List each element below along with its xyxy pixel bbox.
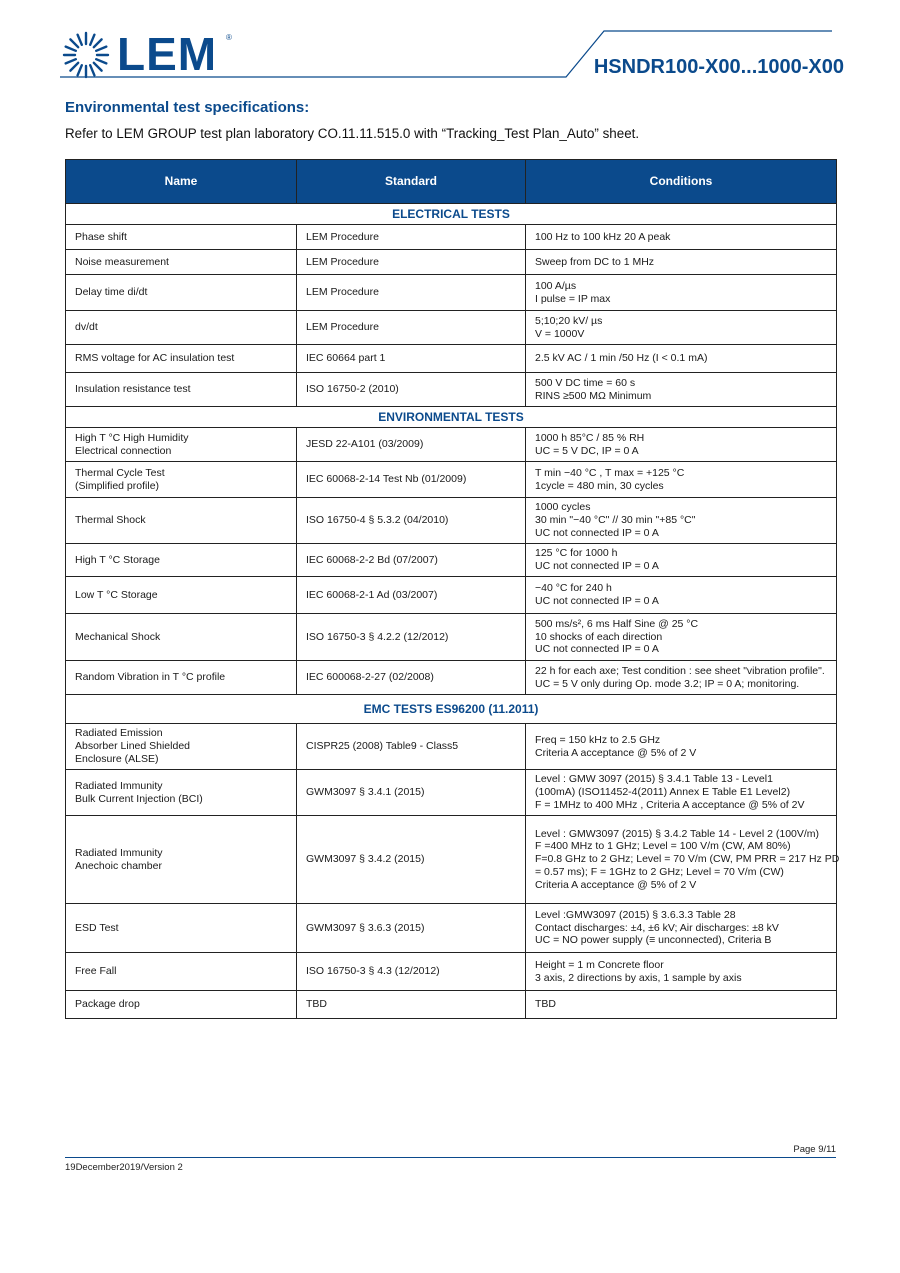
table-row	[66, 428, 837, 462]
cell-name	[66, 991, 297, 1019]
name-line: Thermal Shock	[75, 514, 146, 527]
sunburst-ray	[66, 59, 76, 63]
condition-line: F=0.8 GHz to 2 GHz; Level = 70 V/m (CW, PM PRR = 217 Hz PD	[535, 853, 840, 866]
name-line: ESD Test	[75, 921, 119, 934]
cell-conditions	[526, 462, 837, 498]
sunburst-ray	[96, 47, 106, 51]
condition-line: UC = 5 V only during Op. mode 3.2; IP = 0 A; monitoring.	[535, 677, 800, 690]
cell-name	[66, 428, 297, 462]
cell-conditions	[526, 991, 837, 1019]
table-row	[66, 724, 837, 770]
cell-conditions	[526, 661, 837, 695]
name-line: RMS voltage for AC insulation test	[75, 352, 235, 365]
cell-name	[66, 816, 297, 904]
cell-name	[66, 275, 297, 311]
condition-line: 500 V DC time = 60 s	[535, 376, 636, 389]
cell-conditions	[526, 498, 837, 544]
table-body	[66, 204, 840, 1019]
condition-line: Contact discharges: ±4, ±6 kV; Air discharges: ±8 kV	[535, 921, 779, 934]
condition-line: TBD	[535, 998, 556, 1011]
condition-line: Criteria A acceptance @ 5% of 2 V	[535, 878, 697, 891]
name-line: Radiated Immunity	[75, 779, 163, 792]
condition-line: Sweep from DC to 1 MHz	[535, 255, 655, 268]
condition-line: Criteria A acceptance @ 5% of 2 V	[535, 746, 697, 759]
name-line: Low T °C Storage	[75, 588, 158, 601]
cell-standard: IEC 60664 part 1	[297, 345, 526, 373]
table-row	[66, 275, 837, 311]
cell-conditions	[526, 577, 837, 614]
cell-name	[66, 577, 297, 614]
registered-mark: ®	[226, 33, 232, 42]
cell-conditions	[526, 428, 837, 462]
cell-standard: ISO 16750-3 § 4.3 (12/2012)	[297, 953, 526, 991]
cell-conditions	[526, 770, 837, 816]
table-row	[66, 225, 837, 250]
condition-line: UC not connected IP = 0 A	[535, 526, 659, 539]
section-row	[66, 407, 837, 428]
sunburst-ray	[94, 63, 102, 71]
cell-conditions	[526, 225, 837, 250]
cell-name	[66, 373, 297, 407]
cell-conditions	[526, 544, 837, 577]
cell-conditions	[526, 953, 837, 991]
section-row	[66, 204, 837, 225]
cell-conditions	[526, 373, 837, 407]
name-line: Thermal Cycle Test	[75, 466, 165, 479]
condition-line: 5;10;20 kV/ µs	[535, 314, 603, 327]
cell-standard: ISO 16750-4 § 5.3.2 (04/2010)	[297, 498, 526, 544]
cell-conditions	[526, 724, 837, 770]
name-line: Noise measurement	[75, 255, 169, 268]
section-heading: ELECTRICAL TESTS	[66, 204, 837, 225]
cell-name	[66, 311, 297, 345]
table-row	[66, 816, 837, 904]
sunburst-ray	[66, 47, 76, 51]
condition-line: Freq = 150 kHz to 2.5 GHz	[535, 733, 661, 746]
name-line: Bulk Current Injection (BCI)	[75, 792, 203, 805]
cell-name	[66, 225, 297, 250]
sunburst-ray	[96, 59, 106, 63]
cell-standard: IEC 600068-2-27 (02/2008)	[297, 661, 526, 695]
name-line: Absorber Lined Shielded	[75, 740, 190, 753]
cell-conditions	[526, 345, 837, 373]
cell-standard: CISPR25 (2008) Table9 - Class5	[297, 724, 526, 770]
name-line: Radiated Immunity	[75, 846, 163, 859]
cell-conditions	[526, 311, 837, 345]
condition-line: = 0.57 ms); F = 1GHz to 2 GHz; Level = 70 V/m (CW)	[535, 865, 784, 878]
condition-line: UC = NO power supply (≡ unconnected), Criteria B	[535, 934, 772, 947]
cell-name	[66, 250, 297, 275]
section-subtitle: Refer to LEM GROUP test plan laboratory CO.11.11.515.0 with “Tracking_Test Plan_Auto” sheet.	[65, 126, 640, 141]
cell-standard: TBD	[297, 991, 526, 1019]
cell-name	[66, 953, 297, 991]
table-row	[66, 953, 837, 991]
condition-line: 2.5 kV AC / 1 min /50 Hz (I < 0.1 mA)	[535, 352, 708, 365]
table-row	[66, 345, 837, 373]
header-name: Name	[66, 160, 297, 204]
condition-line: 1000 h 85°C / 85 % RH	[535, 431, 645, 444]
condition-line: Height = 1 m Concrete floor	[535, 958, 664, 971]
cell-conditions	[526, 904, 837, 953]
cell-conditions	[526, 614, 837, 661]
cell-standard: LEM Procedure	[297, 250, 526, 275]
name-line: High T °C Storage	[75, 553, 160, 566]
name-line: Mechanical Shock	[75, 630, 161, 643]
sunburst-ray	[78, 35, 82, 45]
cell-name	[66, 661, 297, 695]
condition-line: Level : GMW3097 (2015) § 3.4.2 Table 14 - Level 2 (100V/m)	[535, 827, 820, 840]
logo-wordmark: LEM	[117, 28, 218, 80]
table-row	[66, 904, 837, 953]
cell-standard: ISO 16750-3 § 4.2.2 (12/2012)	[297, 614, 526, 661]
name-line: Random Vibration in T °C profile	[75, 671, 226, 684]
condition-line: 10 shocks of each direction	[535, 630, 663, 643]
condition-line: UC not connected IP = 0 A	[535, 560, 659, 572]
cell-standard: GWM3097 § 3.6.3 (2015)	[297, 904, 526, 953]
condition-line: 1cycle = 480 min, 30 cycles	[535, 479, 664, 492]
cell-standard: GWM3097 § 3.4.2 (2015)	[297, 816, 526, 904]
cell-name	[66, 724, 297, 770]
cell-standard: IEC 60068-2-14 Test Nb (01/2009)	[297, 462, 526, 498]
cell-name	[66, 614, 297, 661]
sunburst-ray	[94, 39, 102, 47]
section-title: Environmental test specifications:	[65, 99, 310, 116]
name-line: Radiated Emission	[75, 727, 163, 740]
name-line: Electrical connection	[75, 444, 172, 457]
cell-conditions	[526, 250, 837, 275]
version-info: 19December2019/Version 2	[65, 1162, 183, 1173]
lem-logo	[62, 28, 242, 80]
cell-standard: GWM3097 § 3.4.1 (2015)	[297, 770, 526, 816]
part-number: HSNDR100-X00...1000-X00	[593, 56, 844, 78]
footer-rule	[65, 1157, 836, 1158]
condition-line: 125 °C for 1000 h	[535, 547, 618, 560]
condition-line: 100 Hz to 100 kHz 20 A peak	[535, 230, 671, 243]
name-line: Free Fall	[75, 965, 117, 978]
condition-line: 1000 cycles	[535, 501, 591, 514]
condition-line: 500 ms/s², 6 ms Half Sine @ 25 °C	[535, 617, 699, 630]
condition-line: −40 °C for 240 h	[535, 582, 612, 595]
name-line: Anechoic chamber	[75, 859, 162, 872]
cell-standard: IEC 60068-2-1 Ad (03/2007)	[297, 577, 526, 614]
table-row	[66, 770, 837, 816]
table-row	[66, 661, 837, 695]
name-line: Insulation resistance test	[75, 383, 191, 396]
cell-name	[66, 770, 297, 816]
sunburst-ray	[70, 63, 78, 71]
cell-standard: IEC 60068-2-2 Bd (07/2007)	[297, 544, 526, 577]
name-line: dv/dt	[75, 321, 98, 334]
cell-name	[66, 462, 297, 498]
condition-line: F =400 MHz to 1 GHz; Level = 100 V/m (CW, AM 80%)	[535, 840, 791, 853]
name-line: Enclosure (ALSE)	[75, 752, 159, 765]
section-heading: EMC TESTS ES96200 (11.2011)	[66, 695, 837, 724]
cell-name	[66, 544, 297, 577]
table-row	[66, 250, 837, 275]
sunburst-ray	[90, 35, 94, 45]
condition-line: Level :GMW3097 (2015) § 3.6.3.3 Table 28	[535, 908, 736, 921]
condition-line: RINS ≥500 MΩ Minimum	[535, 389, 652, 402]
condition-line: T min −40 °C , T max = +125 °C	[535, 466, 685, 479]
table-row	[66, 577, 837, 614]
header-standard: Standard	[297, 160, 526, 204]
condition-line: UC not connected IP = 0 A	[535, 643, 659, 656]
table-row	[66, 462, 837, 498]
table-row	[66, 311, 837, 345]
section-heading: ENVIRONMENTAL TESTS	[66, 407, 837, 428]
condition-line: 30 min "−40 °C" // 30 min "+85 °C"	[535, 514, 696, 527]
cell-standard: LEM Procedure	[297, 275, 526, 311]
cell-standard: LEM Procedure	[297, 225, 526, 250]
name-line: High T °C High Humidity	[75, 431, 189, 444]
cell-name	[66, 345, 297, 373]
name-line: Package drop	[75, 998, 140, 1011]
condition-line: I pulse = IP max	[535, 292, 611, 305]
table-header-row	[66, 160, 837, 204]
condition-line: UC = 5 V DC, IP = 0 A	[535, 444, 639, 457]
cell-name	[66, 498, 297, 544]
page-number: Page 9/11	[793, 1144, 836, 1155]
cell-conditions	[526, 816, 840, 904]
sunburst-ray	[70, 39, 78, 47]
table-row	[66, 614, 837, 661]
header-conditions: Conditions	[526, 160, 837, 204]
condition-line: UC not connected IP = 0 A	[535, 595, 659, 607]
condition-line: 3 axis, 2 directions by axis, 1 sample by axis	[535, 971, 742, 984]
name-line: Delay time di/dt	[75, 286, 148, 299]
table-row	[66, 373, 837, 407]
condition-line: 100 A/µs	[535, 279, 577, 292]
test-spec-table	[65, 159, 840, 1019]
condition-line: 22 h for each axe; Test condition : see sheet "vibration profile".	[535, 664, 825, 677]
condition-line: V = 1000V	[535, 327, 585, 340]
name-line: Phase shift	[75, 230, 127, 243]
sunburst-ray	[78, 65, 82, 75]
sunburst-icon	[62, 31, 110, 79]
cell-conditions	[526, 275, 837, 311]
cell-name	[66, 904, 297, 953]
table-row	[66, 991, 837, 1019]
section-row	[66, 695, 837, 724]
cell-standard: JESD 22-A101 (03/2009)	[297, 428, 526, 462]
cell-standard: LEM Procedure	[297, 311, 526, 345]
table-row	[66, 498, 837, 544]
condition-line: Level : GMW 3097 (2015) § 3.4.1 Table 13 - Level1	[535, 773, 773, 786]
sunburst-ray	[90, 65, 94, 75]
name-line: (Simplified profile)	[75, 479, 160, 492]
condition-line: F = 1MHz to 400 MHz , Criteria A acceptance @ 5% of 2V	[535, 798, 805, 811]
cell-standard: ISO 16750-2 (2010)	[297, 373, 526, 407]
table-row	[66, 544, 837, 577]
condition-line: (100mA) (ISO11452-4(2011) Annex E Table E1 Level2)	[535, 786, 791, 799]
